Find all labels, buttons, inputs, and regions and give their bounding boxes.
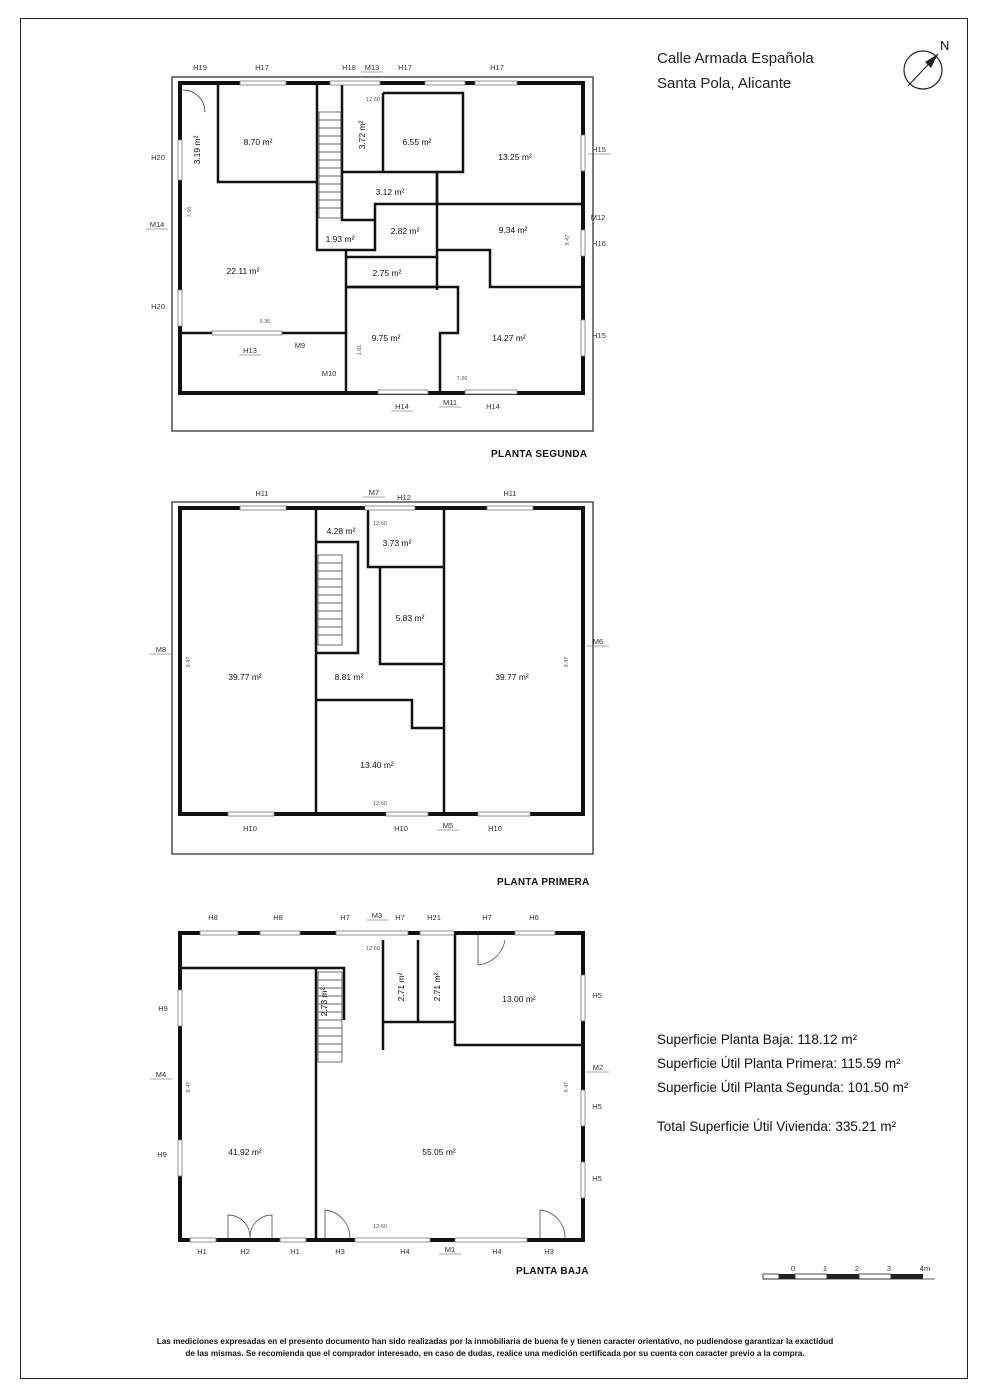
scale-tick-label: 1 xyxy=(822,1264,828,1273)
room-primera-7-label: 13.40 m² xyxy=(360,760,394,770)
opening-label-h3: H3 xyxy=(544,1247,554,1256)
room-baja-2-label: 2.71 m² xyxy=(432,972,442,1002)
staircase xyxy=(319,112,341,218)
opening-label-m9: M9 xyxy=(294,341,306,350)
caption-planta-primera: PLANTA PRIMERA xyxy=(497,877,590,888)
opening-label-h8: H8 xyxy=(273,913,283,922)
dimension-label: 5.36 xyxy=(259,319,271,325)
room-baja-3-label: 13.00 m² xyxy=(502,994,536,1004)
dimension-label: 12.60 xyxy=(366,946,380,952)
opening-label-m2: M2 xyxy=(592,1063,604,1072)
opening-label-m3: M3 xyxy=(371,911,383,920)
opening-label-h7: H7 xyxy=(340,913,350,922)
door-swing xyxy=(228,1215,272,1238)
opening-label-m4: M4 xyxy=(155,1070,167,1079)
opening-label-h4: H4 xyxy=(492,1247,502,1256)
exterior-wall xyxy=(180,83,583,393)
opening-label-h15: H15 xyxy=(592,331,606,340)
dimension-label: 9.47 xyxy=(186,656,192,668)
room-segunda-1-label: 8.70 m² xyxy=(243,137,273,147)
opening-label-h17: H17 xyxy=(398,63,412,72)
room-baja-4-label: 2.73 m² xyxy=(319,987,329,1017)
opening-label-h16: H16 xyxy=(592,239,606,248)
opening-label-h11: H11 xyxy=(503,489,517,498)
summary-total: Total Superficie Útil Vivienda: 335.21 m² xyxy=(657,1119,897,1134)
opening-label-h7: H7 xyxy=(395,913,405,922)
room-primera-3-label: 5.83 m² xyxy=(395,613,425,623)
scale-bar xyxy=(763,1274,935,1279)
opening-label-h5: H5 xyxy=(592,1102,602,1111)
caption-planta-baja: PLANTA BAJA xyxy=(516,1266,589,1277)
opening-label-h3: H3 xyxy=(335,1247,345,1256)
room-segunda-9-label: 9.34 m² xyxy=(498,225,528,235)
room-primera-4-label: 39.77 m² xyxy=(228,672,262,682)
dimension-label: 9.47 xyxy=(186,1081,192,1093)
door-swing xyxy=(325,1210,350,1238)
opening-label-h11: H11 xyxy=(255,489,269,498)
disclaimer-line-2: de las mismas. Se recomienda que el comprador interesado, en caso de dudas, realice una medición certificada por su cuenta con caracter previo a la compra. xyxy=(185,1349,805,1358)
dimension-label: 12.60 xyxy=(366,97,380,103)
opening-label-h12: H12 xyxy=(397,493,411,502)
opening-label-h1: H1 xyxy=(197,1247,207,1256)
room-segunda-7-label: 2.82 m² xyxy=(390,226,420,236)
opening-label-h17: H17 xyxy=(255,63,269,72)
room-segunda-2-label: 3.19 m² xyxy=(192,135,202,165)
opening-label-h18: H18 xyxy=(342,63,356,72)
dimension-label: 9.47 xyxy=(564,1081,570,1093)
exterior-wall xyxy=(180,933,583,1240)
opening-label-h9: H9 xyxy=(158,1004,168,1013)
room-primera-1-label: 4.28 m² xyxy=(326,526,356,536)
door-swing xyxy=(183,90,205,112)
opening-label-h8: H8 xyxy=(208,913,218,922)
opening-label-m12: M12 xyxy=(590,213,606,222)
room-segunda-10-label: 22.11 m² xyxy=(226,266,260,276)
summary-planta-baja: Superficie Planta Baja: 118.12 m² xyxy=(657,1032,858,1047)
opening-label-m13: M13 xyxy=(364,63,380,72)
opening-label-m8: M8 xyxy=(155,645,167,654)
summary-planta-segunda: Superficie Útil Planta Segunda: 101.50 m² xyxy=(657,1080,909,1095)
opening-label-h6: H6 xyxy=(529,913,539,922)
dimension-label: 12.60 xyxy=(373,801,387,807)
opening-label-m5: M5 xyxy=(442,821,454,830)
summary-planta-primera: Superficie Útil Planta Primera: 115.59 m² xyxy=(657,1056,901,1071)
opening-label-h21: H21 xyxy=(427,913,441,922)
scale-tick-label: 4m xyxy=(919,1264,931,1273)
room-segunda-6-label: 3.12 m² xyxy=(375,187,405,197)
opening-label-h2: H2 xyxy=(240,1247,250,1256)
address-line-2: Santa Pola, Alicante xyxy=(657,75,792,92)
opening-label-h7: H7 xyxy=(482,913,492,922)
floor-baja xyxy=(178,931,585,1242)
opening-label-h19: H19 xyxy=(193,63,207,72)
opening-label-h20: H20 xyxy=(151,302,165,311)
dimension-label: 1.61 xyxy=(357,344,363,356)
room-segunda-11-label: 2.75 m² xyxy=(372,268,402,278)
dimension-label: 9.47 xyxy=(564,656,570,668)
opening-label-h5: H5 xyxy=(592,991,602,1000)
opening-label-h5: H5 xyxy=(592,1174,602,1183)
dimension-label: 12.60 xyxy=(373,1224,387,1230)
room-segunda-4-label: 6.55 m² xyxy=(402,137,432,147)
scale-tick-label: 3 xyxy=(886,1264,892,1273)
opening-label-h9: H9 xyxy=(157,1150,167,1159)
opening-label-h1: H1 xyxy=(290,1247,300,1256)
dimension-label: 7.26 xyxy=(456,376,468,382)
caption-planta-segunda: PLANTA SEGUNDA xyxy=(491,449,588,460)
room-segunda-13-label: 14.27 m² xyxy=(492,333,526,343)
door-swing xyxy=(478,935,505,965)
address-line-1: Calle Armada Española xyxy=(657,50,814,67)
staircase xyxy=(318,555,342,645)
opening-label-m1: M1 xyxy=(444,1245,456,1254)
opening-label-h10: H10 xyxy=(394,824,408,833)
dimension-label: 9.47 xyxy=(565,234,571,246)
room-segunda-12-label: 9.75 m² xyxy=(371,333,401,343)
room-primera-2-label: 3.73 m² xyxy=(382,538,412,548)
scale-tick-label: 2 xyxy=(854,1264,860,1273)
opening-label-m7: M7 xyxy=(368,488,380,497)
opening-label-h10: H10 xyxy=(488,824,502,833)
disclaimer-line-1: Las mediciones expresadas en el presento documento han sido realizadas por la inmobiliaria de buena fe y tienen caracter orientativo, no pudiendose garantizar la exactidud xyxy=(156,1337,834,1346)
north-label: N xyxy=(940,38,950,53)
opening-label-m11: M11 xyxy=(442,398,458,407)
opening-label-h4: H4 xyxy=(400,1247,410,1256)
opening-label-h20: H20 xyxy=(151,153,165,162)
room-baja-1-label: 2.71 m² xyxy=(396,972,406,1002)
opening-label-h13: H13 xyxy=(243,346,257,355)
dimension-label: 7.66 xyxy=(187,206,193,218)
opening-label-h10: H10 xyxy=(243,824,257,833)
room-baja-5-label: 41.92 m² xyxy=(228,1147,262,1157)
opening-label-m14: M14 xyxy=(149,220,165,229)
room-primera-6-label: 39.77 m² xyxy=(495,672,529,682)
opening-label-m10: M10 xyxy=(321,369,337,378)
room-primera-5-label: 8.81 m² xyxy=(334,672,364,682)
scale-tick-label: 0 xyxy=(790,1264,796,1273)
opening-label-h14: H14 xyxy=(395,402,409,411)
opening-label-h14: H14 xyxy=(486,402,500,411)
room-baja-6-label: 55.05 m² xyxy=(422,1147,456,1157)
dimension-label: 12.60 xyxy=(373,521,387,527)
floor-segunda xyxy=(172,77,593,431)
opening-label-h17: H17 xyxy=(490,63,504,72)
room-segunda-3-label: 3.72 m² xyxy=(357,120,367,150)
door-swing xyxy=(540,1210,565,1238)
opening-label-m6: M6 xyxy=(592,637,604,646)
room-segunda-8-label: 1.93 m² xyxy=(325,234,355,244)
opening-label-h15: H15 xyxy=(592,145,606,154)
disclaimer xyxy=(100,1336,890,1360)
room-segunda-5-label: 13.25 m² xyxy=(498,152,532,162)
